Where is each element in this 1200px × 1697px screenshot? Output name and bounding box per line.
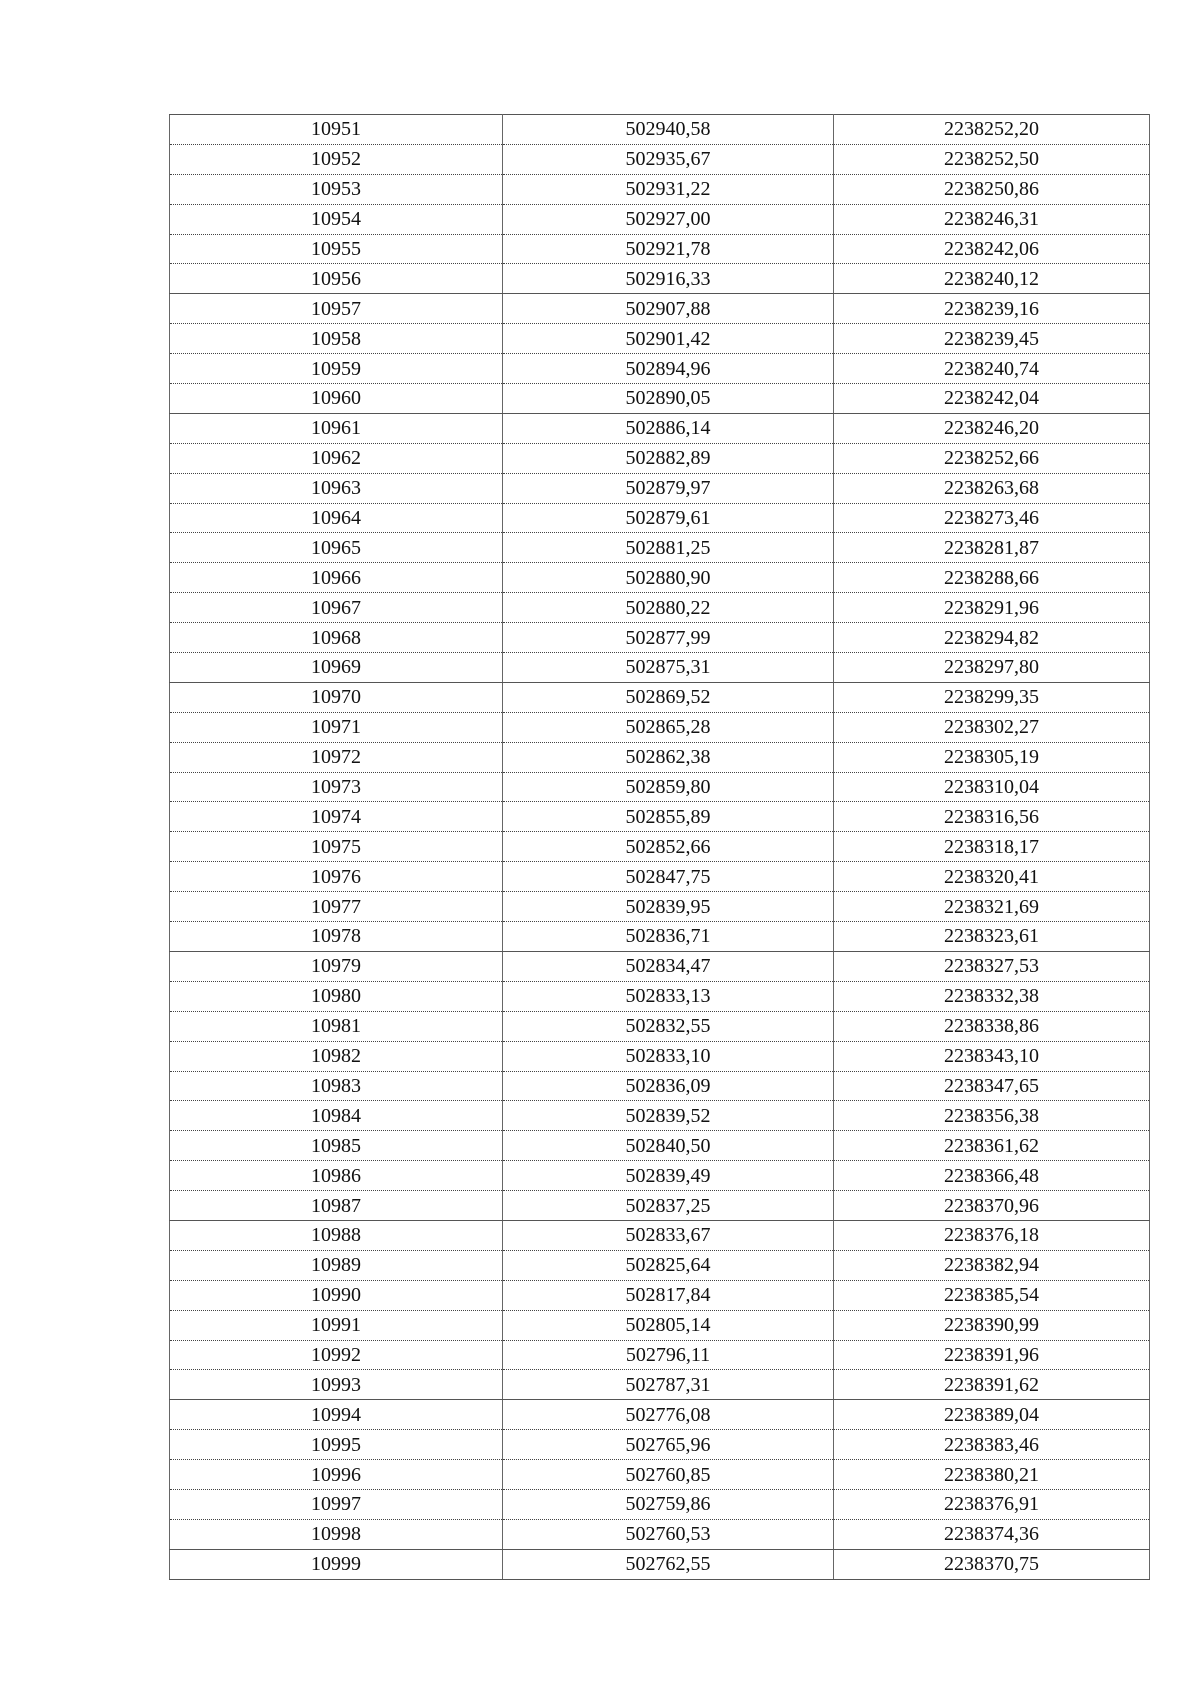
- y-coordinate-cell: 2238252,50: [834, 144, 1150, 174]
- x-coordinate-cell: 502839,49: [503, 1161, 834, 1191]
- table-row: [170, 1250, 1150, 1280]
- table-row: [170, 1460, 1150, 1490]
- point-number-cell: 10966: [170, 563, 503, 593]
- x-coordinate-cell: 502837,25: [503, 1191, 834, 1221]
- y-coordinate-cell: 2238390,99: [834, 1310, 1150, 1340]
- point-number-cell: 10953: [170, 174, 503, 204]
- x-coordinate-cell: 502765,96: [503, 1430, 834, 1460]
- point-number-cell: 10984: [170, 1101, 503, 1131]
- x-coordinate-cell: 502805,14: [503, 1310, 834, 1340]
- point-number-cell: 10954: [170, 204, 503, 234]
- x-coordinate-cell: 502880,22: [503, 593, 834, 623]
- table-row: [170, 503, 1150, 533]
- point-number-cell: 10991: [170, 1310, 503, 1340]
- x-coordinate-cell: 502862,38: [503, 742, 834, 772]
- point-number-cell: 10976: [170, 862, 503, 892]
- y-coordinate-cell: 2238383,46: [834, 1430, 1150, 1460]
- y-coordinate-cell: 2238318,17: [834, 832, 1150, 862]
- table-row: [170, 1101, 1150, 1131]
- x-coordinate-cell: 502796,11: [503, 1340, 834, 1370]
- table-row: [170, 623, 1150, 653]
- table-row: [170, 1220, 1150, 1250]
- y-coordinate-cell: 2238376,18: [834, 1220, 1150, 1250]
- point-number-cell: 10957: [170, 294, 503, 324]
- point-number-cell: 10972: [170, 742, 503, 772]
- table-row: [170, 1161, 1150, 1191]
- x-coordinate-cell: 502839,52: [503, 1101, 834, 1131]
- x-coordinate-cell: 502931,22: [503, 174, 834, 204]
- point-number-cell: 10990: [170, 1280, 503, 1310]
- y-coordinate-cell: 2238374,36: [834, 1519, 1150, 1549]
- x-coordinate-cell: 502886,14: [503, 413, 834, 443]
- x-coordinate-cell: 502940,58: [503, 115, 834, 145]
- x-coordinate-cell: 502825,64: [503, 1250, 834, 1280]
- x-coordinate-cell: 502834,47: [503, 951, 834, 981]
- x-coordinate-cell: 502859,80: [503, 772, 834, 802]
- y-coordinate-cell: 2238320,41: [834, 862, 1150, 892]
- table-row: [170, 1011, 1150, 1041]
- point-number-cell: 10971: [170, 712, 503, 742]
- y-coordinate-cell: 2238294,82: [834, 623, 1150, 653]
- table-row: [170, 772, 1150, 802]
- y-coordinate-cell: 2238246,20: [834, 413, 1150, 443]
- point-number-cell: 10996: [170, 1460, 503, 1490]
- y-coordinate-cell: 2238305,19: [834, 742, 1150, 772]
- x-coordinate-cell: 502880,90: [503, 563, 834, 593]
- y-coordinate-cell: 2238323,61: [834, 922, 1150, 952]
- table-row: [170, 802, 1150, 832]
- y-coordinate-cell: 2238347,65: [834, 1071, 1150, 1101]
- y-coordinate-cell: 2238391,96: [834, 1340, 1150, 1370]
- point-number-cell: 10981: [170, 1011, 503, 1041]
- point-number-cell: 10959: [170, 354, 503, 384]
- point-number-cell: 10960: [170, 384, 503, 414]
- y-coordinate-cell: 2238273,46: [834, 503, 1150, 533]
- y-coordinate-cell: 2238291,96: [834, 593, 1150, 623]
- point-number-cell: 10982: [170, 1041, 503, 1071]
- point-number-cell: 10964: [170, 503, 503, 533]
- y-coordinate-cell: 2238299,35: [834, 682, 1150, 712]
- y-coordinate-cell: 2238297,80: [834, 653, 1150, 683]
- x-coordinate-cell: 502935,67: [503, 144, 834, 174]
- y-coordinate-cell: 2238288,66: [834, 563, 1150, 593]
- y-coordinate-cell: 2238332,38: [834, 981, 1150, 1011]
- point-number-cell: 10951: [170, 115, 503, 145]
- point-number-cell: 10993: [170, 1370, 503, 1400]
- table-row: [170, 682, 1150, 712]
- y-coordinate-cell: 2238281,87: [834, 533, 1150, 563]
- x-coordinate-cell: 502881,25: [503, 533, 834, 563]
- x-coordinate-cell: 502879,97: [503, 473, 834, 503]
- point-number-cell: 10977: [170, 892, 503, 922]
- x-coordinate-cell: 502836,71: [503, 922, 834, 952]
- y-coordinate-cell: 2238252,66: [834, 443, 1150, 473]
- y-coordinate-cell: 2238382,94: [834, 1250, 1150, 1280]
- point-number-cell: 10958: [170, 324, 503, 354]
- y-coordinate-cell: 2238242,06: [834, 234, 1150, 264]
- y-coordinate-cell: 2238316,56: [834, 802, 1150, 832]
- point-number-cell: 10994: [170, 1400, 503, 1430]
- y-coordinate-cell: 2238380,21: [834, 1460, 1150, 1490]
- y-coordinate-cell: 2238240,74: [834, 354, 1150, 384]
- x-coordinate-cell: 502927,00: [503, 204, 834, 234]
- x-coordinate-cell: 502759,86: [503, 1489, 834, 1519]
- point-number-cell: 10983: [170, 1071, 503, 1101]
- y-coordinate-cell: 2238263,68: [834, 473, 1150, 503]
- point-number-cell: 10986: [170, 1161, 503, 1191]
- x-coordinate-cell: 502787,31: [503, 1370, 834, 1400]
- table-row: [170, 563, 1150, 593]
- y-coordinate-cell: 2238246,31: [834, 204, 1150, 234]
- point-number-cell: 10968: [170, 623, 503, 653]
- x-coordinate-cell: 502907,88: [503, 294, 834, 324]
- point-number-cell: 10995: [170, 1430, 503, 1460]
- table-row: [170, 1071, 1150, 1101]
- point-number-cell: 10956: [170, 264, 503, 294]
- table-row: [170, 324, 1150, 354]
- y-coordinate-cell: 2238310,04: [834, 772, 1150, 802]
- table-row: [170, 473, 1150, 503]
- x-coordinate-cell: 502852,66: [503, 832, 834, 862]
- y-coordinate-cell: 2238302,27: [834, 712, 1150, 742]
- point-number-cell: 10967: [170, 593, 503, 623]
- y-coordinate-cell: 2238361,62: [834, 1131, 1150, 1161]
- table-row: [170, 234, 1150, 264]
- table-row: [170, 1310, 1150, 1340]
- y-coordinate-cell: 2238321,69: [834, 892, 1150, 922]
- x-coordinate-cell: 502760,85: [503, 1460, 834, 1490]
- point-number-cell: 10988: [170, 1220, 503, 1250]
- y-coordinate-cell: 2238356,38: [834, 1101, 1150, 1131]
- table-row: [170, 115, 1150, 145]
- table-row: [170, 593, 1150, 623]
- table-row: [170, 1519, 1150, 1549]
- x-coordinate-cell: 502833,13: [503, 981, 834, 1011]
- table-row: [170, 981, 1150, 1011]
- x-coordinate-cell: 502833,10: [503, 1041, 834, 1071]
- y-coordinate-cell: 2238239,16: [834, 294, 1150, 324]
- x-coordinate-cell: 502832,55: [503, 1011, 834, 1041]
- point-number-cell: 10979: [170, 951, 503, 981]
- table-row: [170, 922, 1150, 952]
- table-row: [170, 264, 1150, 294]
- point-number-cell: 10978: [170, 922, 503, 952]
- point-number-cell: 10962: [170, 443, 503, 473]
- point-number-cell: 10969: [170, 653, 503, 683]
- x-coordinate-cell: 502877,99: [503, 623, 834, 653]
- x-coordinate-cell: 502879,61: [503, 503, 834, 533]
- x-coordinate-cell: 502865,28: [503, 712, 834, 742]
- x-coordinate-cell: 502894,96: [503, 354, 834, 384]
- point-number-cell: 10989: [170, 1250, 503, 1280]
- x-coordinate-cell: 502833,67: [503, 1220, 834, 1250]
- x-coordinate-cell: 502836,09: [503, 1071, 834, 1101]
- x-coordinate-cell: 502762,55: [503, 1549, 834, 1579]
- table-row: [170, 354, 1150, 384]
- table-row: [170, 951, 1150, 981]
- x-coordinate-cell: 502869,52: [503, 682, 834, 712]
- y-coordinate-cell: 2238239,45: [834, 324, 1150, 354]
- coordinates-table-body: [170, 115, 1150, 1580]
- table-row: [170, 862, 1150, 892]
- point-number-cell: 10970: [170, 682, 503, 712]
- x-coordinate-cell: 502839,95: [503, 892, 834, 922]
- y-coordinate-cell: 2238250,86: [834, 174, 1150, 204]
- point-number-cell: 10973: [170, 772, 503, 802]
- table-row: [170, 653, 1150, 683]
- table-row: [170, 384, 1150, 414]
- x-coordinate-cell: 502875,31: [503, 653, 834, 683]
- table-row: [170, 1041, 1150, 1071]
- table-row: [170, 892, 1150, 922]
- point-number-cell: 10974: [170, 802, 503, 832]
- point-number-cell: 10999: [170, 1549, 503, 1579]
- point-number-cell: 10961: [170, 413, 503, 443]
- y-coordinate-cell: 2238391,62: [834, 1370, 1150, 1400]
- table-row: [170, 1370, 1150, 1400]
- point-number-cell: 10997: [170, 1489, 503, 1519]
- x-coordinate-cell: 502921,78: [503, 234, 834, 264]
- y-coordinate-cell: 2238376,91: [834, 1489, 1150, 1519]
- x-coordinate-cell: 502855,89: [503, 802, 834, 832]
- point-number-cell: 10965: [170, 533, 503, 563]
- table-row: [170, 204, 1150, 234]
- x-coordinate-cell: 502840,50: [503, 1131, 834, 1161]
- table-row: [170, 443, 1150, 473]
- point-number-cell: 10985: [170, 1131, 503, 1161]
- y-coordinate-cell: 2238343,10: [834, 1041, 1150, 1071]
- y-coordinate-cell: 2238240,12: [834, 264, 1150, 294]
- y-coordinate-cell: 2238366,48: [834, 1161, 1150, 1191]
- point-number-cell: 10987: [170, 1191, 503, 1221]
- table-row: [170, 832, 1150, 862]
- point-number-cell: 10998: [170, 1519, 503, 1549]
- y-coordinate-cell: 2238327,53: [834, 951, 1150, 981]
- table-row: [170, 1340, 1150, 1370]
- point-number-cell: 10980: [170, 981, 503, 1011]
- y-coordinate-cell: 2238338,86: [834, 1011, 1150, 1041]
- y-coordinate-cell: 2238389,04: [834, 1400, 1150, 1430]
- point-number-cell: 10992: [170, 1340, 503, 1370]
- table-row: [170, 1131, 1150, 1161]
- table-row: [170, 294, 1150, 324]
- x-coordinate-cell: 502817,84: [503, 1280, 834, 1310]
- point-number-cell: 10975: [170, 832, 503, 862]
- table-row: [170, 533, 1150, 563]
- x-coordinate-cell: 502847,75: [503, 862, 834, 892]
- table-row: [170, 1430, 1150, 1460]
- x-coordinate-cell: 502916,33: [503, 264, 834, 294]
- table-row: [170, 1280, 1150, 1310]
- x-coordinate-cell: 502776,08: [503, 1400, 834, 1430]
- table-row: [170, 174, 1150, 204]
- point-number-cell: 10952: [170, 144, 503, 174]
- x-coordinate-cell: 502760,53: [503, 1519, 834, 1549]
- x-coordinate-cell: 502882,89: [503, 443, 834, 473]
- y-coordinate-cell: 2238242,04: [834, 384, 1150, 414]
- table-row: [170, 1489, 1150, 1519]
- table-row: [170, 144, 1150, 174]
- table-row: [170, 1549, 1150, 1579]
- table-row: [170, 413, 1150, 443]
- y-coordinate-cell: 2238370,96: [834, 1191, 1150, 1221]
- point-number-cell: 10963: [170, 473, 503, 503]
- y-coordinate-cell: 2238370,75: [834, 1549, 1150, 1579]
- y-coordinate-cell: 2238252,20: [834, 115, 1150, 145]
- coordinates-table: [169, 114, 1150, 1580]
- x-coordinate-cell: 502890,05: [503, 384, 834, 414]
- point-number-cell: 10955: [170, 234, 503, 264]
- y-coordinate-cell: 2238385,54: [834, 1280, 1150, 1310]
- table-row: [170, 742, 1150, 772]
- table-row: [170, 1191, 1150, 1221]
- x-coordinate-cell: 502901,42: [503, 324, 834, 354]
- table-row: [170, 1400, 1150, 1430]
- table-row: [170, 712, 1150, 742]
